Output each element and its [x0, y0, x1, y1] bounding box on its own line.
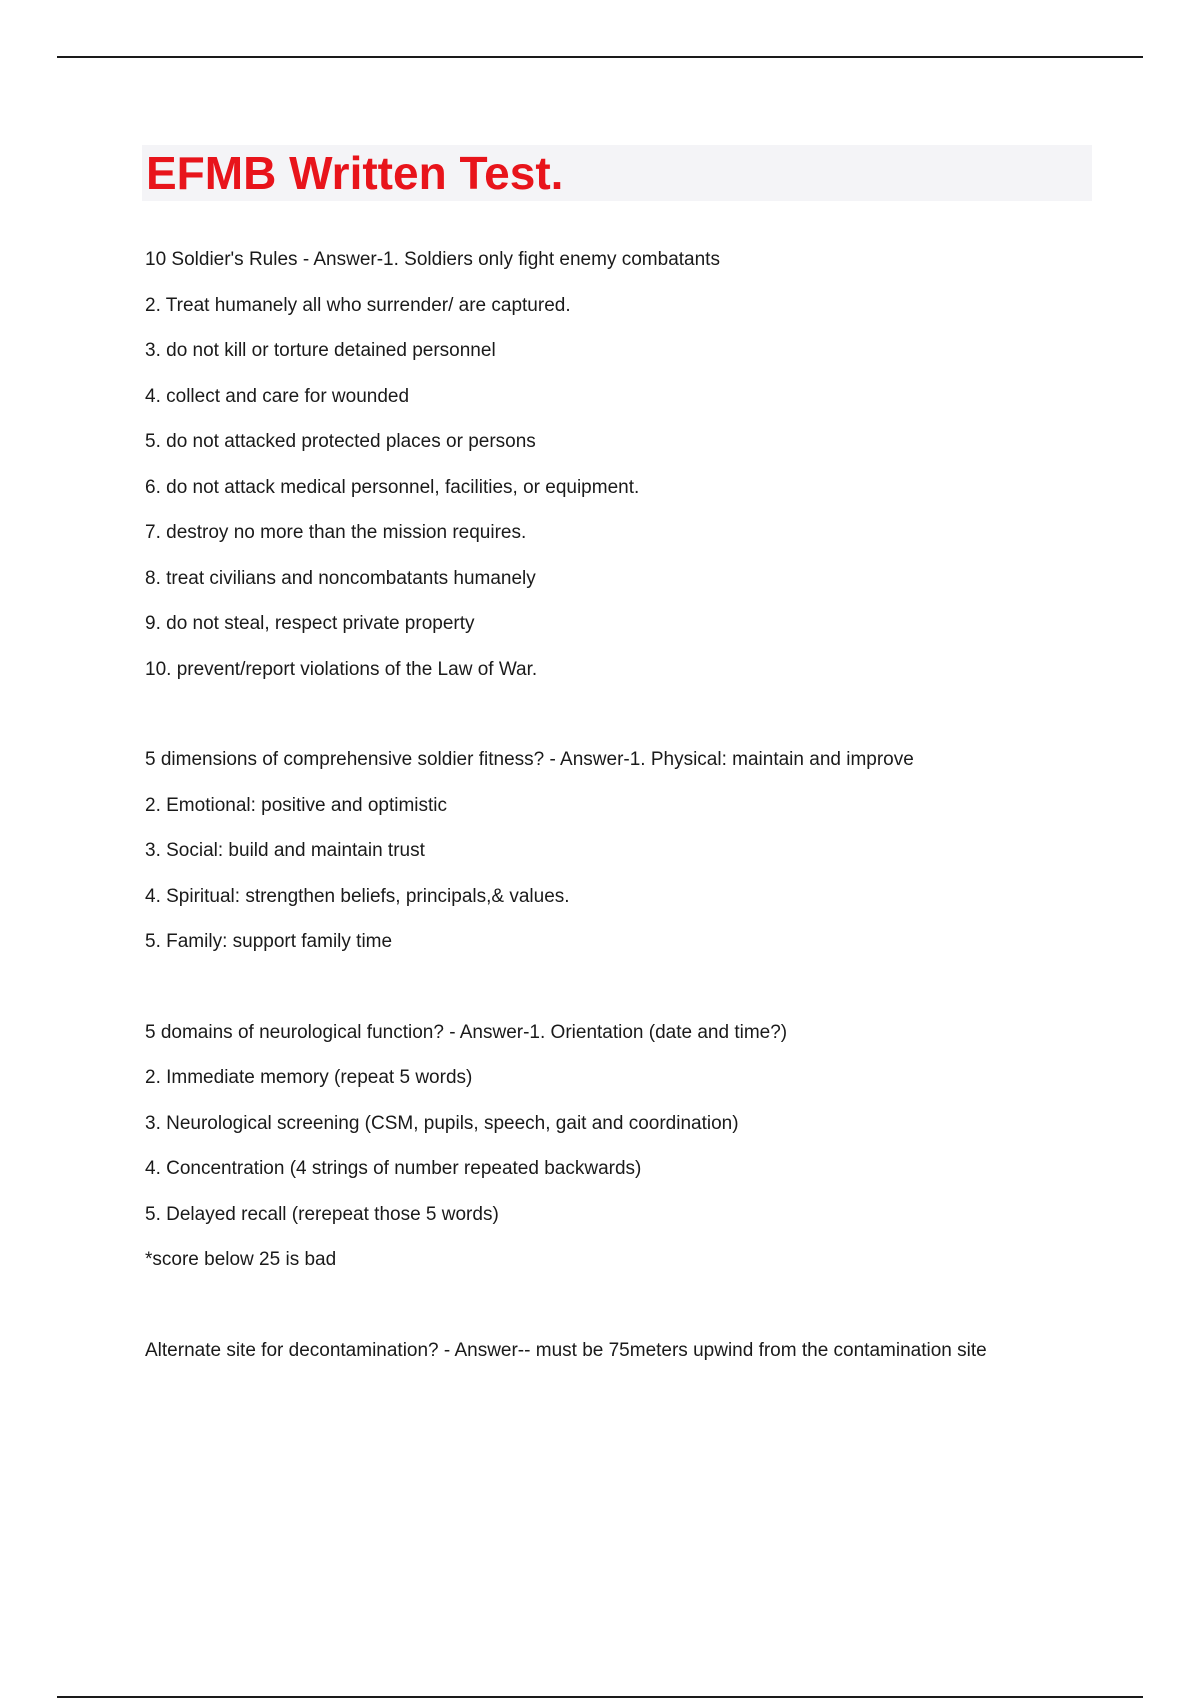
- text-line: 5. Family: support family time: [145, 931, 393, 952]
- text-line: 10. prevent/report violations of the Law of War.: [145, 658, 538, 680]
- text-line: 3. Neurological screening (CSM, pupils, speech, gait and coordination): [145, 1112, 739, 1134]
- text-line: 5 domains of neurological function? - Answer-1. Orientation (date and time?): [145, 1021, 788, 1043]
- document-body: [145, 245, 1145, 1381]
- bottom-rule: [57, 1696, 1143, 1698]
- text-line: 2. Treat humanely all who surrender/ are captured.: [145, 294, 571, 316]
- top-rule: [57, 56, 1143, 58]
- qa-block-decontamination: [145, 1336, 1145, 1382]
- text-line: 10 Soldier's Rules - Answer-1. Soldiers only fight enemy combatants: [145, 249, 720, 270]
- text-line: 2. Emotional: positive and optimistic: [145, 794, 448, 816]
- text-line: 4. collect and care for wounded: [145, 385, 410, 407]
- text-line: 5. do not attacked protected places or persons: [145, 431, 536, 452]
- section-gap: [145, 700, 1145, 745]
- document-title: EFMB Written Test.: [146, 147, 564, 199]
- qa-block-soldier-fitness: [145, 745, 1145, 973]
- section-gap: [145, 1291, 1145, 1336]
- text-line: 5. Delayed recall (rerepeat those 5 words): [145, 1203, 499, 1225]
- text-line: *score below 25 is bad: [145, 1249, 337, 1270]
- text-line: 6. do not attack medical personnel, facilities, or equipment.: [145, 476, 640, 498]
- text-line: 4. Spiritual: strengthen beliefs, principals,& values.: [145, 885, 570, 907]
- text-line: 3. do not kill or torture detained personnel: [145, 340, 496, 361]
- text-line: Alternate site for decontamination? - Answer-- must be 75meters upwind from the contamination site: [145, 1339, 987, 1361]
- text-line: 4. Concentration (4 strings of number repeated backwards): [145, 1158, 642, 1179]
- section-gap: [145, 973, 1145, 1018]
- text-line: 9. do not steal, respect private property: [145, 613, 475, 634]
- qa-block-neurological-function: [145, 1018, 1145, 1291]
- text-line: 2. Immediate memory (repeat 5 words): [145, 1067, 473, 1088]
- text-line: 5 dimensions of comprehensive soldier fitness? - Answer-1. Physical: maintain and improve: [145, 749, 914, 770]
- text-line: 8. treat civilians and noncombatants humanely: [145, 567, 536, 589]
- text-line: 3. Social: build and maintain trust: [145, 840, 425, 861]
- text-line: 7. destroy no more than the mission requires.: [145, 522, 527, 543]
- qa-block-soldiers-rules: [145, 245, 1145, 700]
